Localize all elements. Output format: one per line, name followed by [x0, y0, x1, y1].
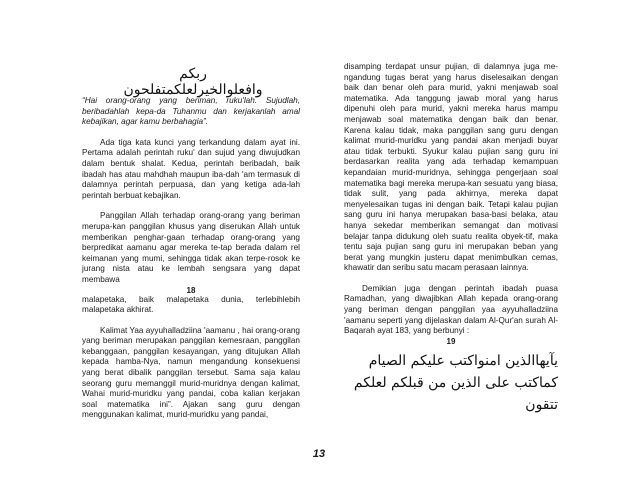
- verse-translation-quote: “Hai orang-orang yang beriman, ruku'lah. Sujudlah, beribadahlah kepa-da Tuhanmu dan kerjakanlah amal kebajikan, agar kamu berbahagia”.: [82, 96, 300, 127]
- right-column: [344, 62, 558, 416]
- left-column: [82, 96, 300, 421]
- paragraph-allah-call: Panggilan Allah terhadap orang-orang yang beriman merupa-kan panggilan khusus yang diserukan Allah untuk memberikan penghar-gaan terhadap orang-orang yang berpredikat aamanu agar mereka te-tap berada dalam rel keimanan yang mumi, sehingga tidak akan terpe-rosok ke jurang nista atau ke lembah sengsara yang dapat membawa: [82, 211, 300, 284]
- arabic-verse-heading: ربكم وافعلوالخيرلعلكمتفلحون: [123, 66, 263, 98]
- arabic-verse-line-2: كماكتب على الذين من قبلكم لعلكم تتقون: [353, 374, 558, 413]
- footnote-marker-18: 18: [186, 285, 196, 295]
- arabic-verse-line-1: يآيهاالذين امنواكتب عليكم الصيام: [368, 352, 558, 369]
- paragraph-malapetaka: malapetaka, baik malapetaka dunia, terlebihlebih malapetaka akhirat.: [82, 294, 300, 315]
- paragraph-key-words: Ada tiga kata kunci yang terkandung dalam ayat ini. Pertama adalah perintah ruku' dan sujud yang diwujudkan dalam bentuk shalat. Kedua, perintah beribadah, baik ibadah has atau mahdhah maupun iba-dah 'am termasuk di dalamnya perintah perpuasa, dan yang ketiga ada-lah perintah berbuat kebajikan.: [82, 137, 300, 200]
- page-number: 13: [312, 448, 326, 460]
- footnote-marker-19: 19: [446, 336, 456, 346]
- paragraph-kalimat: Kalimat Yaa ayyuhalladziina 'aamanu , hai orang-orang yang beriman merupakan panggilan kemesraan, panggilan kebanggaan, panggilan kesayangan, yang ditujukan Allah kepada hamba-Nya, namun mengandung konsekuensi yang berat dibalik panggilan tersebut. Sama saja kalau seorang guru memanggil murid-muridnya dengan kalimat, Wahai murid-muridku yang pandai, coba kalian kerjakan soal matematika ini”. Ajakan sang guru dengan menggunakan kalimat, murid-muridku yang pandai,: [82, 325, 300, 420]
- paragraph-ramadhan: Demikian juga dengan perintah ibadah puasa Ramadhan, yang diwajibkan Allah kepada orang-orang yang beriman dengan panggilan yaa ayyuhalladziina 'aamanu seperti yang dijelaskan dalam Al-Qur'an surah Al-Baqarah ayat 183, yang berbunyi :: [344, 283, 558, 336]
- paragraph-teacher-praise: disamping terdapat unsur pujian, di dalamnya juga me-ngandung tugas berat yang harus diselesaikan dengan baik dan benar oleh para murid, yakni menjawab soal matematika. Ada tanggung jawab moral yang harus dipenuhi oleh para murid, yakni mereka harus mampu menjawab soal matematika dengan baik dan benar. Karena kalau tidak, maka panggilan sang guru dengan kalimat murid-muridku yang pandai akan menjadi buyar atau tidak terbukti. Syukur kalau pujian sang guru ini berdasarkan realita yang ada terhadap kemampuan kepandaian murid-muridnya, sehingga pengerjaan soal matematika bagi mereka merupa-kan sesuatu yang biasa, tidak sulit, yang pada akhirnya, mereka dapat menyelesaikan tugas ini dengan baik. Tetapi kalau pujian sang guru ini hanya merupakan basa-basi belaka, atau hanya sekedar memberikan semangat dan motivasi belajar tanpa didukung oleh suatu realita obyek-tif, maka tentu saja pujian sang guru ini merupakan beban yang berat yang mungkin justeru dapat menimbulkan cemas, khawatir dan seribu satu macam perasaan lainnya.: [344, 62, 558, 273]
